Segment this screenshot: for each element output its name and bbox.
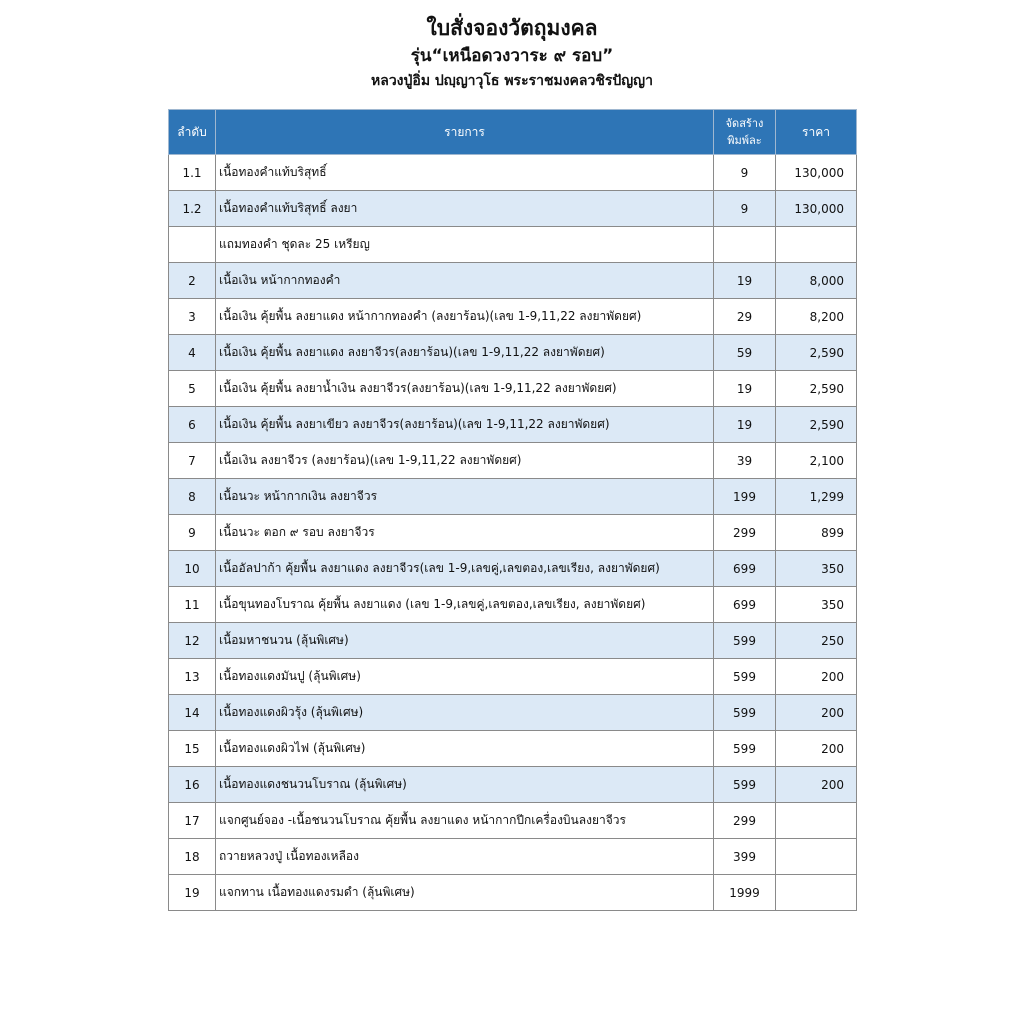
column-header-qty	[714, 110, 776, 155]
row-number: 7	[169, 443, 216, 479]
row-number: 6	[169, 407, 216, 443]
row-item: เนื้อทองแดงชนวนโบราณ (ลุ้นพิเศษ)	[216, 767, 714, 803]
row-item: เนื้อเงิน คุ้ยพื้น ลงยาน้ำเงิน ลงยาจีวร(ลงยาร้อน)(เลข 1-9,11,22 ลงยาพัดยศ)	[216, 371, 714, 407]
row-number: 16	[169, 767, 216, 803]
row-quantity: 599	[714, 695, 776, 731]
row-price: 200	[776, 767, 857, 803]
table-row	[169, 299, 857, 335]
row-item: เนื้อทองแดงผิวรุ้ง (ลุ้นพิเศษ)	[216, 695, 714, 731]
table-row	[169, 695, 857, 731]
row-item: เนื้อนวะ หน้ากากเงิน ลงยาจีวร	[216, 479, 714, 515]
table-row	[169, 623, 857, 659]
row-number: 15	[169, 731, 216, 767]
row-item: เนื้อทองคำแท้บริสุทธิ์	[216, 155, 714, 191]
row-price: 2,100	[776, 443, 857, 479]
row-number: 1.1	[169, 155, 216, 191]
row-price	[776, 803, 857, 839]
row-price	[776, 875, 857, 911]
row-price: 200	[776, 659, 857, 695]
table-row	[169, 191, 857, 227]
row-number: 13	[169, 659, 216, 695]
row-price: 8,200	[776, 299, 857, 335]
row-number: 18	[169, 839, 216, 875]
row-quantity: 699	[714, 551, 776, 587]
row-item: เนื้อขุนทองโบราณ คุ้ยพื้น ลงยาแดง (เลข 1-9,เลขคู่,เลขตอง,เลขเรียง, ลงยาพัดยศ)	[216, 587, 714, 623]
row-item: เนื้ออัลปาก้า คุ้ยพื้น ลงยาแดง ลงยาจีวร(เลข 1-9,เลขคู่,เลขตอง,เลขเรียง, ลงยาพัดยศ)	[216, 551, 714, 587]
row-number: 2	[169, 263, 216, 299]
row-price: 350	[776, 551, 857, 587]
table-row	[169, 551, 857, 587]
row-price: 2,590	[776, 335, 857, 371]
table-row	[169, 407, 857, 443]
row-item: เนื้อเงิน ลงยาจีวร (ลงยาร้อน)(เลข 1-9,11,22 ลงยาพัดยศ)	[216, 443, 714, 479]
table-row	[169, 767, 857, 803]
row-price	[776, 227, 857, 263]
row-quantity: 199	[714, 479, 776, 515]
column-header-qty-line1: จัดสร้าง	[725, 117, 764, 130]
row-quantity: 599	[714, 767, 776, 803]
row-item: เนื้อทองแดงมันปู (ลุ้นพิเศษ)	[216, 659, 714, 695]
row-quantity: 299	[714, 515, 776, 551]
row-quantity: 29	[714, 299, 776, 335]
row-item: แถมทองคำ ชุดละ 25 เหรียญ	[216, 227, 714, 263]
row-quantity: 9	[714, 155, 776, 191]
row-quantity: 59	[714, 335, 776, 371]
row-number: 1.2	[169, 191, 216, 227]
row-quantity: 9	[714, 191, 776, 227]
row-item: เนื้อนวะ ตอก ๙ รอบ ลงยาจีวร	[216, 515, 714, 551]
row-price	[776, 839, 857, 875]
table-row	[169, 443, 857, 479]
row-quantity: 299	[714, 803, 776, 839]
row-number	[169, 227, 216, 263]
row-quantity: 1999	[714, 875, 776, 911]
page-title: ใบสั่งจองวัตถุมงคล	[426, 16, 598, 40]
monk-name: หลวงปู่อิ่ม ปญฺญาวุโธ พระราชมงคลวชิรปัญญา	[371, 73, 653, 89]
row-number: 14	[169, 695, 216, 731]
table-row	[169, 731, 857, 767]
row-item: แจกศูนย์จอง -เนื้อชนวนโบราณ คุ้ยพื้น ลงยาแดง หน้ากากปีกเครื่องบินลงยาจีวร	[216, 803, 714, 839]
row-item: เนื้อเงิน คุ้ยพื้น ลงยาแดง ลงยาจีวร(ลงยาร้อน)(เลข 1-9,11,22 ลงยาพัดยศ)	[216, 335, 714, 371]
row-number: 10	[169, 551, 216, 587]
row-number: 19	[169, 875, 216, 911]
row-number: 9	[169, 515, 216, 551]
row-quantity: 19	[714, 263, 776, 299]
row-price: 350	[776, 587, 857, 623]
table-row	[169, 803, 857, 839]
row-price: 2,590	[776, 407, 857, 443]
row-quantity: 19	[714, 407, 776, 443]
table-row	[169, 587, 857, 623]
page-subtitle: รุ่น“เหนือดวงวาระ ๙ รอบ”	[410, 46, 614, 66]
row-quantity: 599	[714, 659, 776, 695]
row-quantity	[714, 227, 776, 263]
table-row	[169, 875, 857, 911]
row-quantity: 599	[714, 731, 776, 767]
order-table	[168, 109, 857, 911]
row-number: 11	[169, 587, 216, 623]
row-number: 5	[169, 371, 216, 407]
row-item: เนื้อมหาชนวน (ลุ้นพิเศษ)	[216, 623, 714, 659]
row-number: 17	[169, 803, 216, 839]
row-number: 12	[169, 623, 216, 659]
row-quantity: 19	[714, 371, 776, 407]
row-number: 8	[169, 479, 216, 515]
row-price: 200	[776, 695, 857, 731]
row-item: ถวายหลวงปู่ เนื้อทองเหลือง	[216, 839, 714, 875]
column-header-price: ราคา	[776, 110, 857, 155]
table-row	[169, 371, 857, 407]
table-row	[169, 659, 857, 695]
table-row	[169, 335, 857, 371]
table-row	[169, 227, 857, 263]
row-quantity: 599	[714, 623, 776, 659]
row-quantity: 39	[714, 443, 776, 479]
table-header-row	[169, 110, 857, 155]
column-header-item: รายการ	[216, 110, 714, 155]
table-row	[169, 155, 857, 191]
row-price: 130,000	[776, 191, 857, 227]
row-item: เนื้อเงิน คุ้ยพื้น ลงยาแดง หน้ากากทองคำ (ลงยาร้อน)(เลข 1-9,11,22 ลงยาพัดยศ)	[216, 299, 714, 335]
row-price: 899	[776, 515, 857, 551]
row-item: เนื้อทองแดงผิวไฟ (ลุ้นพิเศษ)	[216, 731, 714, 767]
row-quantity: 399	[714, 839, 776, 875]
row-price: 200	[776, 731, 857, 767]
row-number: 3	[169, 299, 216, 335]
row-price: 8,000	[776, 263, 857, 299]
row-price: 130,000	[776, 155, 857, 191]
row-item: แจกทาน เนื้อทองแดงรมดำ (ลุ้นพิเศษ)	[216, 875, 714, 911]
row-number: 4	[169, 335, 216, 371]
table-row	[169, 263, 857, 299]
row-item: เนื้อทองคำแท้บริสุทธิ์ ลงยา	[216, 191, 714, 227]
row-price: 250	[776, 623, 857, 659]
column-header-no: ลำดับ	[169, 110, 216, 155]
column-header-qty-line2: พิมพ์ละ	[727, 134, 762, 147]
table-row	[169, 515, 857, 551]
table-row	[169, 479, 857, 515]
row-item: เนื้อเงิน คุ้ยพื้น ลงยาเขียว ลงยาจีวร(ลงยาร้อน)(เลข 1-9,11,22 ลงยาพัดยศ)	[216, 407, 714, 443]
row-item: เนื้อเงิน หน้ากากทองคำ	[216, 263, 714, 299]
row-price: 1,299	[776, 479, 857, 515]
row-quantity: 699	[714, 587, 776, 623]
row-price: 2,590	[776, 371, 857, 407]
table-row	[169, 839, 857, 875]
